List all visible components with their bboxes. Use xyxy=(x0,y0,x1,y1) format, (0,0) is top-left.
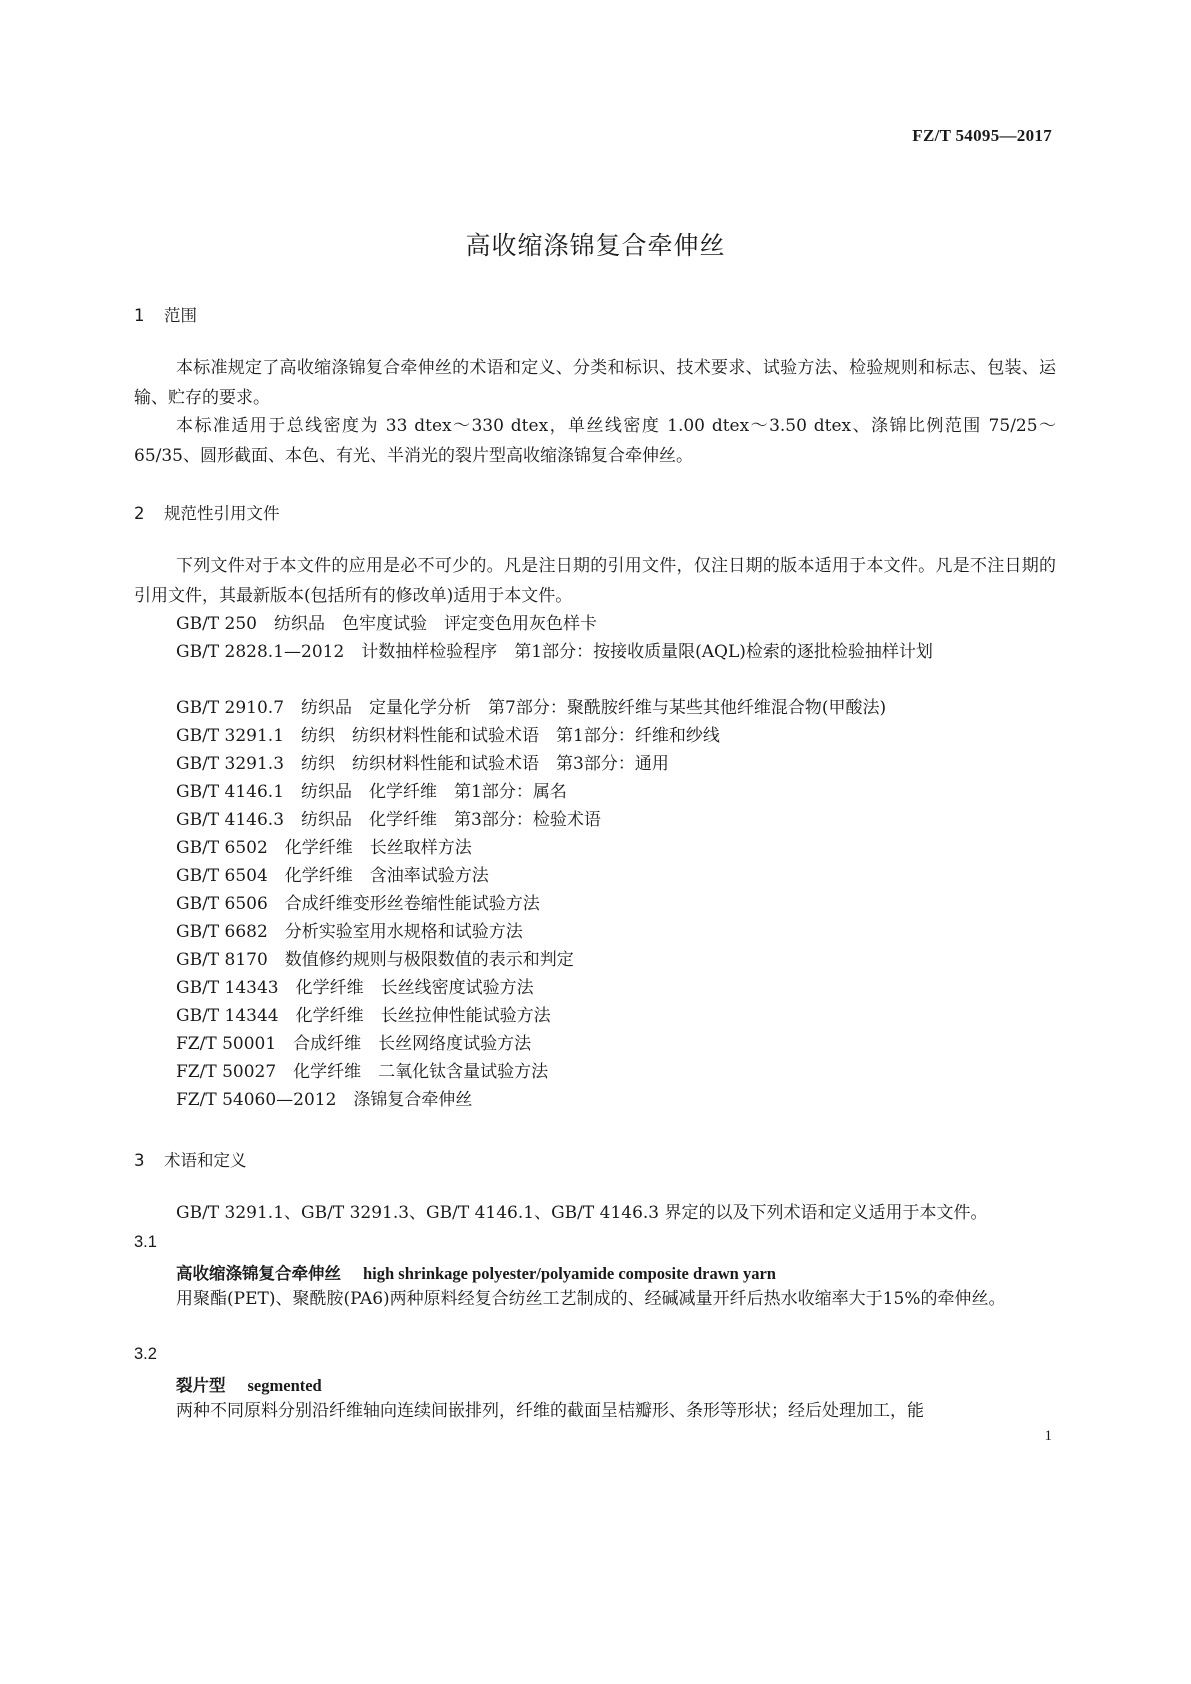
reference-item: GB/T 6502 化学纤维 长丝取样方法 xyxy=(176,838,472,858)
section-2-heading xyxy=(134,500,280,524)
term-english: high shrinkage polyester/polyamide composite drawn yarn xyxy=(363,1264,776,1283)
reference-item: GB/T 3291.1 纺织 纺织材料性能和试验术语 第1部分：纤维和纱线 xyxy=(176,726,720,746)
reference-item: GB/T 4146.3 纺织品 化学纤维 第3部分：检验术语 xyxy=(176,810,601,830)
term-definition: 用聚酯(PET)、聚酰胺(PA6)两种原料经复合纺丝工艺制成的、经碱减量开纤后热水收缩率大于15%的牵伸丝。 xyxy=(176,1289,1006,1309)
terms-intro: GB/T 3291.1、GB/T 3291.3、GB/T 4146.1、GB/T 4146.3 界定的以及下列术语和定义适用于本文件。 xyxy=(176,1203,988,1223)
section-number: 1 xyxy=(134,306,145,325)
reference-item: GB/T 250 纺织品 色牢度试验 评定变色用灰色样卡 xyxy=(176,614,597,634)
term-chinese: 裂片型 xyxy=(176,1376,226,1395)
reference-item: FZ/T 50027 化学纤维 二氧化钛含量试验方法 xyxy=(176,1062,549,1082)
term-heading xyxy=(176,1260,776,1284)
term-heading xyxy=(176,1372,322,1396)
section-title: 范围 xyxy=(164,306,197,325)
reference-item: GB/T 6506 合成纤维变形丝卷缩性能试验方法 xyxy=(176,894,540,914)
term-definition: 两种不同原料分别沿纤维轴向连续间嵌排列，纤维的截面呈桔瓣形、条形等形状；经后处理加工，能 xyxy=(176,1401,924,1421)
term-number: 3.1 xyxy=(134,1233,157,1251)
section-number: 2 xyxy=(134,504,145,523)
scope-paragraph-1: 本标准规定了高收缩涤锦复合牵伸丝的术语和定义、分类和标识、技术要求、试验方法、检验规则和标志、包装、运输、贮存的要求。 xyxy=(134,358,1056,408)
section-3-heading xyxy=(134,1147,247,1171)
standard-number: FZ/T 54095—2017 xyxy=(912,126,1052,145)
document-title: 高收缩涤锦复合牵伸丝 xyxy=(465,231,726,260)
page-number: 1 xyxy=(1044,1428,1052,1444)
reference-item: FZ/T 50001 合成纤维 长丝网络度试验方法 xyxy=(176,1034,532,1054)
term-number: 3.2 xyxy=(134,1345,157,1363)
scope-paragraph-2: 本标准适用于总线密度为 33 dtex～330 dtex，单丝线密度 1.00 dtex～3.50 dtex、涤锦比例范围 75/25～65/35、圆形截面、本色、有光、半消光的裂片型高收缩涤锦复合牵伸丝。 xyxy=(134,416,1056,466)
reference-item: GB/T 14344 化学纤维 长丝拉伸性能试验方法 xyxy=(176,1006,551,1026)
reference-item: GB/T 8170 数值修约规则与极限数值的表示和判定 xyxy=(176,950,574,970)
term-chinese: 高收缩涤锦复合牵伸丝 xyxy=(176,1264,341,1283)
reference-item: GB/T 2828.1—2012 计数抽样检验程序 第1部分：按接收质量限(AQL)检索的逐批检验抽样计划 xyxy=(176,642,933,662)
references-intro: 下列文件对于本文件的应用是必不可少的。凡是注日期的引用文件，仅注日期的版本适用于本文件。凡是不注日期的引用文件，其最新版本(包括所有的修改单)适用于本文件。 xyxy=(134,556,1056,606)
reference-item: GB/T 6504 化学纤维 含油率试验方法 xyxy=(176,866,489,886)
reference-item: GB/T 4146.1 纺织品 化学纤维 第1部分：属名 xyxy=(176,782,567,802)
section-1-heading xyxy=(134,302,197,326)
reference-item: GB/T 3291.3 纺织 纺织材料性能和试验术语 第3部分：通用 xyxy=(176,754,669,774)
section-title: 术语和定义 xyxy=(164,1151,247,1170)
section-number: 3 xyxy=(134,1151,145,1170)
reference-item: GB/T 6682 分析实验室用水规格和试验方法 xyxy=(176,922,523,942)
term-english: segmented xyxy=(247,1376,322,1395)
section-title: 规范性引用文件 xyxy=(164,504,280,523)
reference-item: GB/T 14343 化学纤维 长丝线密度试验方法 xyxy=(176,978,534,998)
reference-item: FZ/T 54060—2012 涤锦复合牵伸丝 xyxy=(176,1090,473,1110)
reference-item: GB/T 2910.7 纺织品 定量化学分析 第7部分：聚酰胺纤维与某些其他纤维混合物(甲酸法) xyxy=(176,698,887,718)
